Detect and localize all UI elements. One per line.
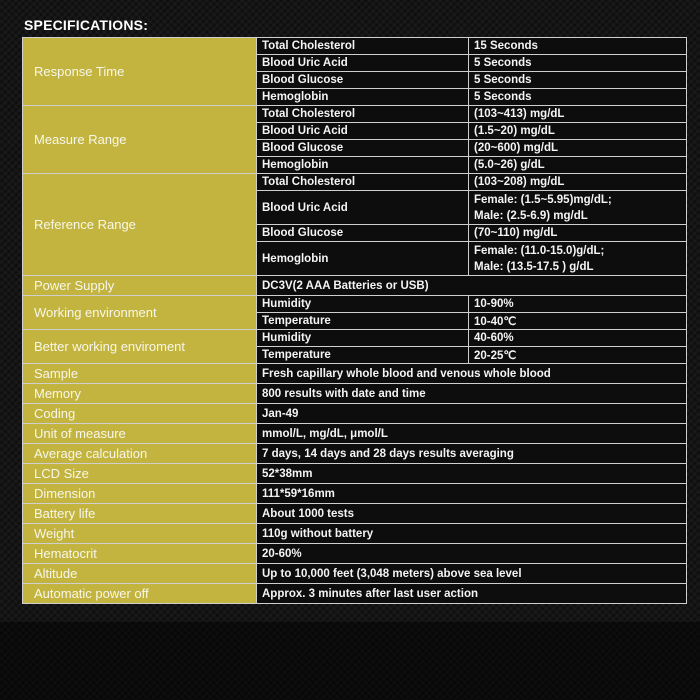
- spec-value: 52*38mm: [257, 464, 687, 484]
- param-name: Total Cholesterol: [257, 174, 469, 191]
- param-value: [469, 242, 687, 276]
- row-label-sample: Sample: [23, 364, 257, 384]
- spec-value: Fresh capillary whole blood and venous whole blood: [257, 364, 687, 384]
- param-name: Blood Uric Acid: [257, 191, 469, 225]
- table-row: [23, 424, 687, 444]
- param-name: Blood Glucose: [257, 140, 469, 157]
- specifications-heading: SPECIFICATIONS:: [24, 17, 149, 33]
- param-name: Humidity: [257, 330, 469, 347]
- table-row: [23, 524, 687, 544]
- table-row: [23, 464, 687, 484]
- param-name: Blood Uric Acid: [257, 55, 469, 72]
- param-value: [469, 191, 687, 225]
- spec-value: 110g without battery: [257, 524, 687, 544]
- param-value: (103~208) mg/dL: [469, 174, 687, 191]
- param-value: (70~110) mg/dL: [469, 225, 687, 242]
- table-row: [23, 544, 687, 564]
- spec-value: Jan-49: [257, 404, 687, 424]
- table-row: [23, 174, 687, 191]
- param-value: 40-60%: [469, 330, 687, 347]
- row-label-response-time: Response Time: [23, 38, 257, 106]
- row-label-coding: Coding: [23, 404, 257, 424]
- row-label-weight: Weight: [23, 524, 257, 544]
- param-value-line: Female: (1.5~5.95)mg/dL;: [474, 193, 612, 206]
- row-label-automatic-power-off: Automatic power off: [23, 584, 257, 604]
- spec-value: 7 days, 14 days and 28 days results averaging: [257, 444, 687, 464]
- table-row: [23, 404, 687, 424]
- spec-value: Up to 10,000 feet (3,048 meters) above sea level: [257, 564, 687, 584]
- table-row: [23, 584, 687, 604]
- spec-value: 800 results with date and time: [257, 384, 687, 404]
- param-value-line: Female: (11.0-15.0)g/dL;: [474, 244, 605, 257]
- table-row: [23, 296, 687, 313]
- spec-value: mmol/L, mg/dL, μmol/L: [257, 424, 687, 444]
- row-label-measure-range: Measure Range: [23, 106, 257, 174]
- param-value-line: Male: (2.5-6.9) mg/dL: [474, 209, 588, 222]
- param-value: (1.5~20) mg/dL: [469, 123, 687, 140]
- table-row: [23, 484, 687, 504]
- row-label-lcd-size: LCD Size: [23, 464, 257, 484]
- row-label-memory: Memory: [23, 384, 257, 404]
- table-row: [23, 564, 687, 584]
- specifications-table: [22, 37, 687, 604]
- param-name: Blood Glucose: [257, 72, 469, 89]
- row-label-reference-range: Reference Range: [23, 174, 257, 276]
- param-value: 10-90%: [469, 296, 687, 313]
- spec-value: About 1000 tests: [257, 504, 687, 524]
- background-footer-band: [0, 622, 700, 700]
- param-name: Blood Uric Acid: [257, 123, 469, 140]
- row-label-battery-life: Battery life: [23, 504, 257, 524]
- row-label-unit-of-measure: Unit of measure: [23, 424, 257, 444]
- param-name: Total Cholesterol: [257, 38, 469, 55]
- table-row: [23, 444, 687, 464]
- param-value: 5 Seconds: [469, 55, 687, 72]
- param-name: Humidity: [257, 296, 469, 313]
- param-name: Hemoglobin: [257, 89, 469, 106]
- table-row: [23, 276, 687, 296]
- param-value-line: Male: (13.5-17.5 ) g/dL: [474, 260, 594, 273]
- table-row: [23, 106, 687, 123]
- param-value: 20-25℃: [469, 347, 687, 364]
- row-label-working-environment: Working environment: [23, 296, 257, 330]
- row-label-average-calculation: Average calculation: [23, 444, 257, 464]
- param-name: Blood Glucose: [257, 225, 469, 242]
- spec-value: DC3V(2 AAA Batteries or USB): [257, 276, 687, 296]
- param-value: 5 Seconds: [469, 72, 687, 89]
- param-name: Temperature: [257, 313, 469, 330]
- param-name: Temperature: [257, 347, 469, 364]
- table-row: [23, 364, 687, 384]
- param-name: Hemoglobin: [257, 157, 469, 174]
- param-value: 5 Seconds: [469, 89, 687, 106]
- param-value: (20~600) mg/dL: [469, 140, 687, 157]
- param-value: 15 Seconds: [469, 38, 687, 55]
- spec-value: 111*59*16mm: [257, 484, 687, 504]
- row-label-dimension: Dimension: [23, 484, 257, 504]
- row-label-altitude: Altitude: [23, 564, 257, 584]
- param-value: (5.0~26) g/dL: [469, 157, 687, 174]
- param-value: (103~413) mg/dL: [469, 106, 687, 123]
- spec-value: Approx. 3 minutes after last user action: [257, 584, 687, 604]
- table-row: [23, 504, 687, 524]
- param-name: Total Cholesterol: [257, 106, 469, 123]
- table-row: [23, 38, 687, 55]
- row-label-better-working-environment: Better working enviroment: [23, 330, 257, 364]
- table-row: [23, 330, 687, 347]
- spec-value: 20-60%: [257, 544, 687, 564]
- param-name: Hemoglobin: [257, 242, 469, 276]
- row-label-hematocrit: Hematocrit: [23, 544, 257, 564]
- row-label-power-supply: Power Supply: [23, 276, 257, 296]
- param-value: 10-40℃: [469, 313, 687, 330]
- table-row: [23, 384, 687, 404]
